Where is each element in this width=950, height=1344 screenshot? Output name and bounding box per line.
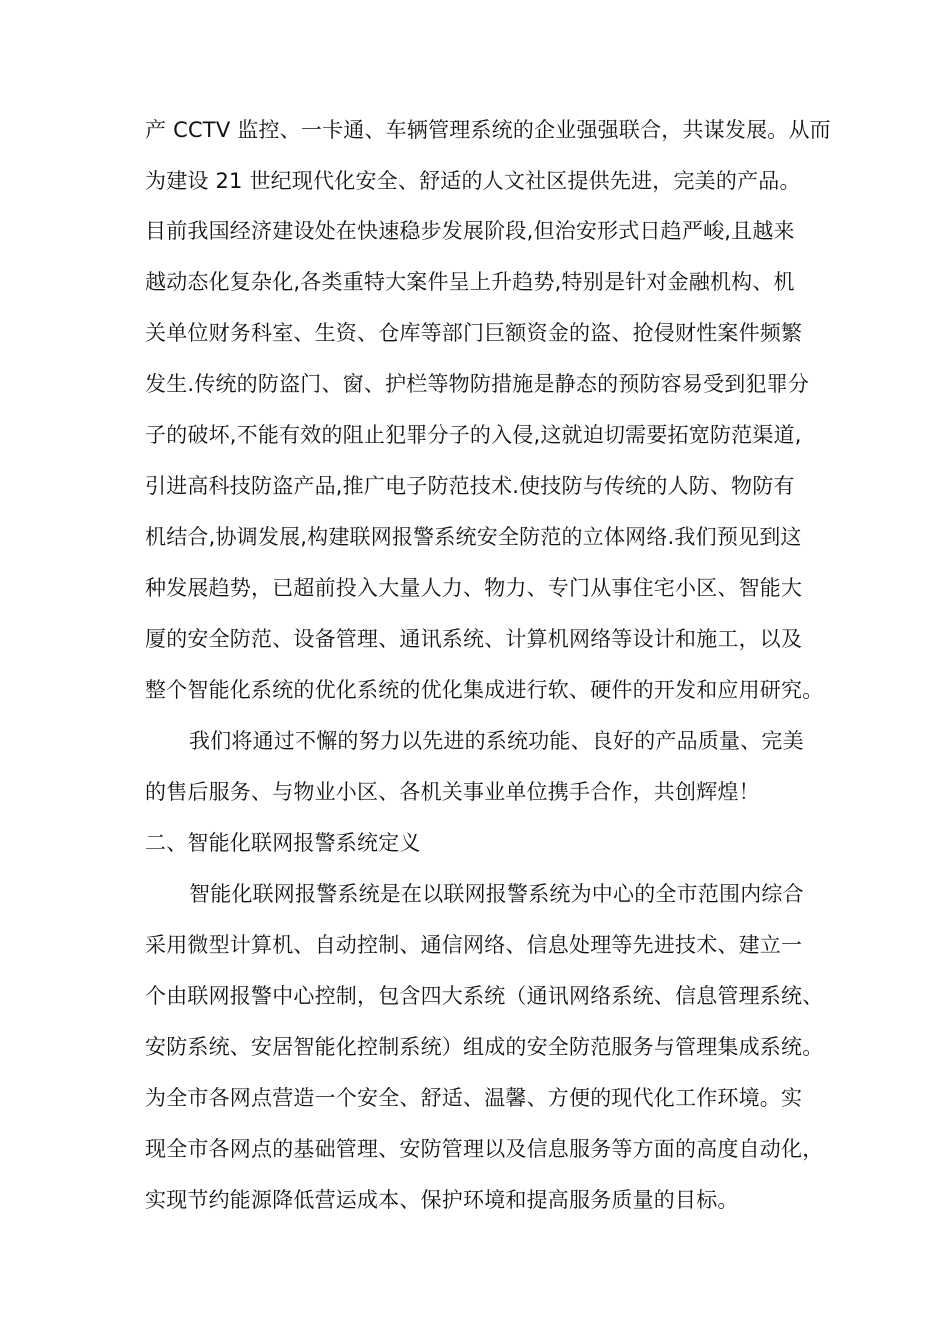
text-line: 为全市各网点营造一个安全、舒适、温馨、方便的现代化工作环境。实 bbox=[145, 1086, 803, 1110]
text-line: 机结合,协调发展,构建联网报警系统安全防范的立体网络.我们预见到这 bbox=[145, 525, 802, 549]
text-line: 目前我国经济建设处在快速稳步发展阶段,但治安形式日趋严峻,且越来 bbox=[145, 219, 795, 243]
text-line: 的售后服务、与物业小区、各机关事业单位携手合作，共创辉煌！ bbox=[145, 780, 760, 804]
text-line: 为建设 21 世纪现代化安全、舒适的人文社区提供先进，完美的产品。 bbox=[145, 169, 801, 193]
text-line: 子的破坏,不能有效的阻止犯罪分子的入侵,这就迫切需要拓宽防范渠道, bbox=[145, 423, 802, 447]
text-line: 产 CCTV 监控、一卡通、车辆管理系统的企业强强联合，共谋发展。从而 bbox=[145, 118, 831, 142]
text-line: 越动态化复杂化,各类重特大案件呈上升趋势,特别是针对金融机构、机 bbox=[145, 270, 795, 294]
section-heading: 二、智能化联网报警系统定义 bbox=[145, 831, 421, 855]
text-line: 引进高科技防盗产品,推广电子防范技术.使技防与传统的人防、物防有 bbox=[145, 474, 795, 498]
text-line: 种发展趋势，已超前投入大量人力、物力、专门从事住宅小区、智能大 bbox=[145, 576, 803, 600]
text-line: 智能化联网报警系统是在以联网报警系统为中心的全市范围内综合 bbox=[189, 882, 804, 906]
text-line: 安防系统、安居智能化控制系统）组成的安全防范服务与管理集成系统。 bbox=[145, 1035, 824, 1059]
text-line: 实现节约能源降低营运成本、保护环境和提高服务质量的目标。 bbox=[145, 1188, 739, 1212]
text-line: 发生.传统的防盗门、窗、护栏等物防措施是静态的预防容易受到犯罪分 bbox=[145, 372, 810, 396]
text-line: 关单位财务科室、生资、仓库等部门巨额资金的盗、抢侵财性案件频繁 bbox=[145, 321, 803, 345]
text-line: 整个智能化系统的优化系统的优化集成进行软、硬件的开发和应用研究。 bbox=[145, 678, 824, 702]
text-line: 采用微型计算机、自动控制、通信网络、信息处理等先进技术、建立一 bbox=[145, 933, 803, 957]
text-line: 现全市各网点的基础管理、安防管理以及信息服务等方面的高度自动化， bbox=[145, 1137, 824, 1161]
text-line: 个由联网报警中心控制，包含四大系统（通讯网络系统、信息管理系统、 bbox=[145, 984, 824, 1008]
text-line: 我们将通过不懈的努力以先进的系统功能、良好的产品质量、完美 bbox=[189, 729, 804, 753]
text-line: 厦的安全防范、设备管理、通讯系统、计算机网络等设计和施工，以及 bbox=[145, 627, 803, 651]
